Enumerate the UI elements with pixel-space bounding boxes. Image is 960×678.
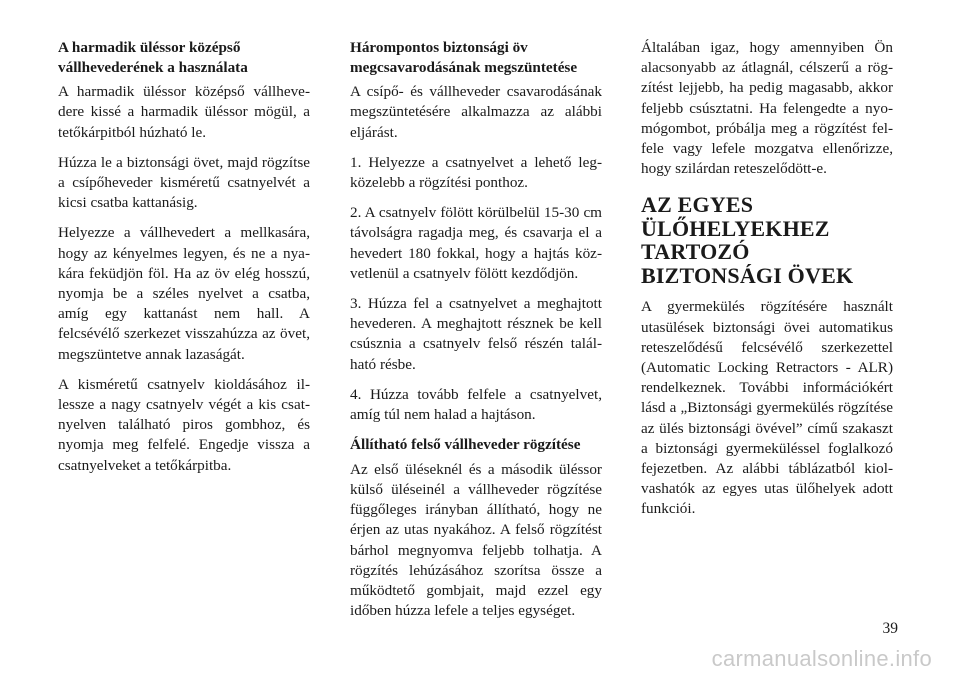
paragraph: A gyermekülés rögzítésére használt utasülések biztonsági övei automatikus reteszelődésű felcsévélő szerkezettel (Automatic Locking Retractors - ALR) rendelkeznek. További információkért lásd a „Biztonsági gyermekülés rögzítése az ülés biztonsági övével” című szakaszt a biztonsági gyermeküléssel foglalkozó fejezetben. Az alábbi táblázatból kiolvashatók az egyes utas ülőhelyek adott funkciói. [641,298,893,518]
paragraph: A harmadik üléssor középső vállhevedere kissé a harmadik üléssor mögül, a tetőkárpitból húzható le. [58,83,310,141]
page-number: 39 [882,620,898,637]
step-3: 3. Húzza fel a csatnyelvet a meghajtott hevederen. A meghajtott résznek be kell csúsznia a csatnyelv felső részén található résbe. [350,295,602,373]
column-middle [350,38,602,631]
column-left [58,38,310,486]
step-4: 4. Húzza tovább felfele a csatnyelvet, amíg túl nem halad a hajtáson. [350,385,602,424]
column-right [641,38,893,530]
watermark: carmanualsonline.info [711,646,932,671]
third-row-belt-heading: A harmadik üléssor középső vállhevederének a használata [58,39,248,76]
paragraph: Általában igaz, hogy amennyiben Ön alacsonyabb az átlagnál, célszerű a rögzítést lejjebb, ha pedig magasabb, akkor feljebb csúsztatni. Ha felengedte a nyomógombot, próbálja meg a rögzítést felfele vagy lefele mozgatva ellenőrizze, hogy szilárdan reteszelődött-e. [641,39,893,178]
paragraph: Az első üléseknél és a második üléssor külső üléseinél a vállheveder rögzítése függőleges irányban állítható, hogy ne érjen az utas nyakához. A felső rögzítést bárhol megnyomva feljebb tolhatja. A rögzítés lehúzásához szorítsa össze a működtető gombjait, majd ezzel egy időben húzza lefele a teljes egységet. [350,460,602,620]
belt-twist-heading: Hárompontos biztonsági öv megcsavarodásának megszüntetése [350,39,578,76]
section-title: AZ EGYES ÜLŐHELYEKHEZ TARTOZÓ BIZTONSÁGI ÖVEK [641,192,854,288]
adjustable-anchor-heading: Állítható felső vállheveder rögzítése [350,436,581,454]
paragraph: Húzza le a biztonsági övet, majd rögzítse a csípőheveder kisméretű csatnyelvét a kicsi csatba kattanásig. [58,153,310,212]
paragraph: A kisméretű csatnyelv kioldásához illessze a nagy csatnyelv végét a kis csatnyelven található piros gombhoz, és nyomja meg felfelé. Engedje vissza a csatnyelveket a tetőkárpitba. [58,375,310,474]
step-1: 1. Helyezze a csatnyelvet a lehető legközelebb a rögzítési ponthoz. [350,153,602,191]
step-2: 2. A csatnyelv fölött körülbelül 15-30 cm távolságra ragadja meg, és csavarja el a hevedert 180 fokkal, hogy a hajtás közvetlenül a csatnyelv fölött kezdődjön. [350,204,602,282]
paragraph: Helyezze a vállhevedert a mellkasára, hogy az kényelmes legyen, és ne a nyakára feküdjön föl. Ha az öv elég hosszú, nyomja be a széles nyelvet a csatba, amíg egy kattanást nem hall. A felcsévélő szerkezet visszahúzza az övet, megszüntetve annak lazaságát. [58,224,310,363]
paragraph: A csípő- és vállheveder csavarodásának megszüntetésére alkalmazza az alábbi eljárást. [350,83,602,141]
